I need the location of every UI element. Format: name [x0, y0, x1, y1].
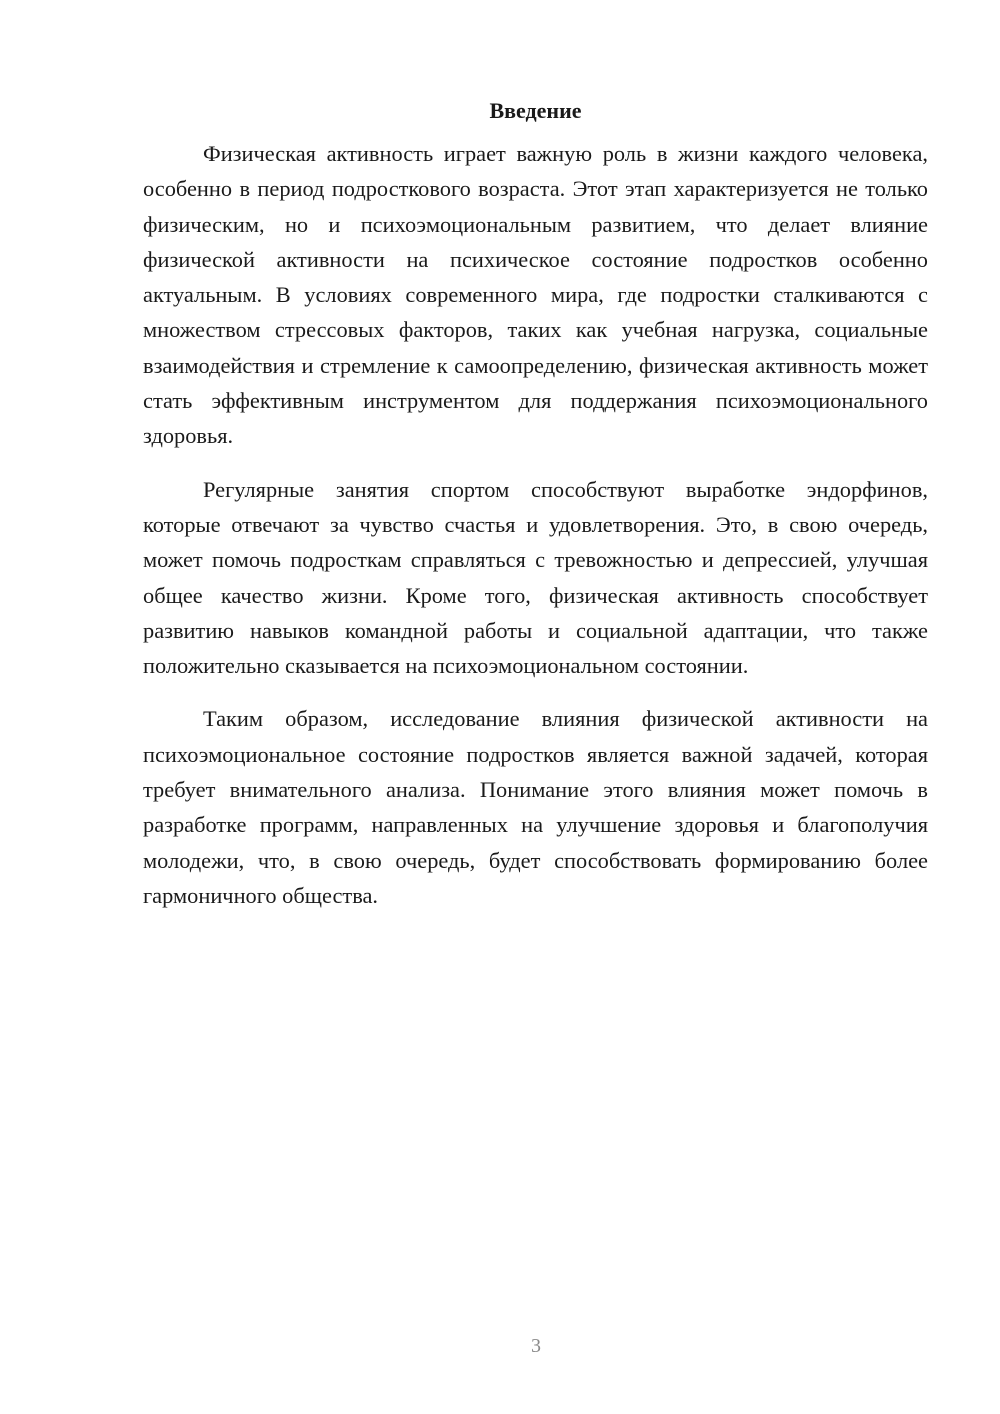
- paragraph-2: Регулярные занятия спортом способствуют выработке эндорфинов, которые отвечают за чувство счастья и удовлетворения. Это, в свою очередь, может помочь подросткам справляться с тревожностью и депрессией, улучшая общее качество жизни. Кроме того, физическая активность способствует развитию навыков командной работы и социальной адаптации, что также положительно сказывается на психоэмоциональном состоянии.: [143, 476, 928, 679]
- document-page: [143, 96, 928, 913]
- section-heading: Введение: [489, 98, 582, 123]
- paragraph-3: Таким образом, исследование влияния физической активности на психоэмоциональное состояние подростков является важной задачей, которая требует внимательного анализа. Понимание этого влияния может помочь в разработке программ, направленных на улучшение здоровья и благополучия молодежи, что, в свою очередь, будет способствовать формированию более гармоничного общества.: [143, 706, 928, 908]
- page-number: 3: [531, 1335, 541, 1357]
- paragraph-1: Физическая активность играет важную роль в жизни каждого человека, особенно в период подросткового возраста. Этот этап характеризуется не только физическим, но и психоэмоциональным развитием, что делает влияние физической активности на психическое состояние подростков особенно актуальным. В условиях современного мира, где подростки сталкиваются с множеством стрессовых факторов, таких как учебная нагрузка, социальные взаимодействия и стремление к самоопределению, физическая активность может стать эффективным инструментом для поддержания психоэмоционального здоровья.: [143, 141, 928, 449]
